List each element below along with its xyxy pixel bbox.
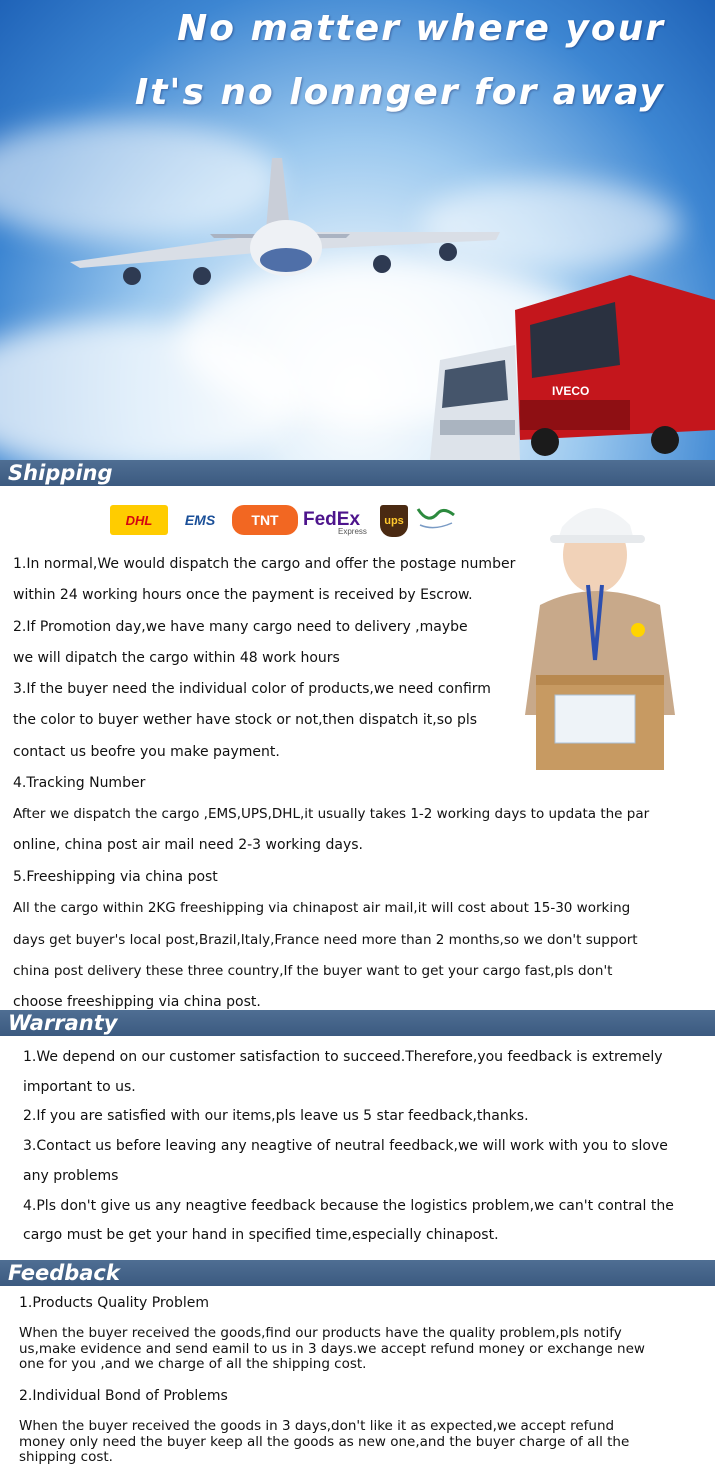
- feedback-para-line: When the buyer received the goods in 3 days,don't like it as expected,we accept refund: [19, 1418, 615, 1434]
- warranty-section-bar: Warranty: [0, 1010, 715, 1036]
- trucks-image: [420, 270, 715, 460]
- feedback-section-bar: Feedback: [0, 1260, 715, 1286]
- feedback-para-line: money only need the buyer keep all the goods as new one,and the buyer charge of all the: [19, 1434, 630, 1450]
- warranty-line: any problems: [23, 1168, 119, 1184]
- feedback-heading-2: 2.Individual Bond of Problems: [19, 1388, 228, 1404]
- shipping-line: choose freeshipping via china post.: [13, 994, 261, 1010]
- shipping-line: we will dipatch the cargo within 48 work hours: [13, 650, 340, 666]
- shipping-line: online, china post air mail need 2-3 working days.: [13, 837, 363, 853]
- feedback-para-line: shipping cost.: [19, 1449, 113, 1465]
- feedback-para-line: When the buyer received the goods,find our products have the quality problem,pls notify: [19, 1325, 622, 1341]
- hero-line-2: It's no lonnger for away: [134, 72, 665, 113]
- warranty-line: 4.Pls don't give us any neagtive feedback because the logistics problem,we can't contral the: [23, 1198, 674, 1214]
- post-logo-icon: [414, 505, 458, 535]
- airplane-image: [60, 150, 510, 290]
- ups-logo: ups: [380, 505, 408, 537]
- dhl-logo: DHL: [110, 505, 168, 535]
- shipping-line: days get buyer's local post,Brazil,Italy,France need more than 2 months,so we don't support: [13, 932, 638, 948]
- feedback-heading-1: 1.Products Quality Problem: [19, 1295, 209, 1311]
- shipping-line: 4.Tracking Number: [13, 775, 146, 791]
- feedback-para-line: one for you ,and we charge of all the shipping cost.: [19, 1356, 367, 1372]
- shipping-line: 5.Freeshipping via china post: [13, 869, 218, 885]
- shipping-line: 1.In normal,We would dispatch the cargo and offer the postage number: [13, 556, 516, 572]
- warranty-line: 1.We depend on our customer satisfaction to succeed.Therefore,you feedback is extremely: [23, 1049, 663, 1065]
- truck-brand-label: IVECO: [552, 384, 590, 398]
- warranty-line: cargo must be get your hand in specified time,especially chinapost.: [23, 1227, 499, 1243]
- tnt-logo: TNT: [232, 505, 298, 535]
- shipping-section-bar: Shipping: [0, 460, 715, 486]
- shipping-line: within 24 working hours once the payment is received by Escrow.: [13, 587, 473, 603]
- shipping-line: the color to buyer wether have stock or not,then dispatch it,so pls: [13, 712, 478, 728]
- feedback-para-line: us,make evidence and send eamil to us in 3 days.we accept refund money or exchange new: [19, 1341, 645, 1357]
- hero-line-1: No matter where your: [177, 8, 665, 49]
- shipping-line: All the cargo within 2KG freeshipping via chinapost air mail,it will cost about 15-30 working: [13, 900, 631, 916]
- warranty-line: 3.Contact us before leaving any neagtive of neutral feedback,we will work with you to slove: [23, 1138, 668, 1154]
- warranty-line: important to us.: [23, 1079, 136, 1095]
- hero-banner: [0, 0, 715, 460]
- warranty-line: 2.If you are satisfied with our items,pls leave us 5 star feedback,thanks.: [23, 1108, 529, 1124]
- fedex-logo: FedEx: [303, 509, 361, 530]
- ems-logo: EMS: [184, 512, 216, 528]
- courier-woman-image: [500, 485, 700, 785]
- shipping-line: 2.If Promotion day,we have many cargo need to delivery ,maybe: [13, 619, 468, 635]
- shipping-line: 3.If the buyer need the individual color of products,we need confirm: [13, 681, 491, 697]
- fedex-express-label: Express: [338, 527, 367, 536]
- shipping-line: china post delivery these three country,If the buyer want to get your cargo fast,pls don't: [13, 963, 613, 979]
- shipping-line: After we dispatch the cargo ,EMS,UPS,DHL,it usually takes 1-2 working days to updata the par: [13, 806, 650, 822]
- shipping-line: contact us beofre you make payment.: [13, 744, 280, 760]
